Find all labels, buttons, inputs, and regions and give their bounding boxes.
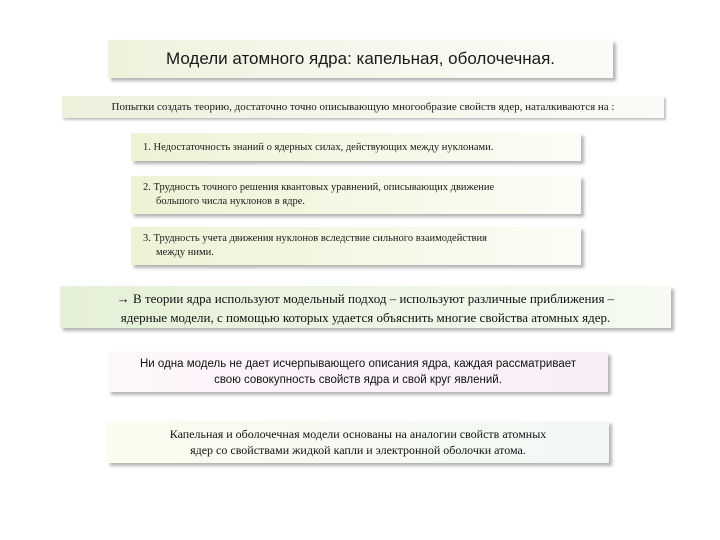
- difficulty-item-3-line2: между ними.: [156, 247, 214, 258]
- conclusion-box: [60, 286, 671, 328]
- conclusion-line2: ядерные модели, с помощью которых удается объяснить многие свойства атомных ядер.: [120, 310, 611, 325]
- difficulty-item-1: [131, 133, 581, 161]
- conclusion-line1: → В теории ядра используют модельный подход – используют различные приближения –: [116, 291, 615, 306]
- difficulty-item-1-text: 1. Недостаточность знаний о ядерных силах, действующих между нуклонами.: [143, 142, 494, 153]
- difficulty-item-3-line1: 3. Трудность учета движения нуклонов вследствие сильного взаимодействия: [143, 233, 487, 244]
- slide-title: Модели атомного ядра: капельная, оболочечная.: [108, 40, 613, 78]
- note2-line2: ядер со свойствами жидкой капли и электронной оболочки атома.: [190, 443, 526, 457]
- intro-text: Попытки создать теорию, достаточно точно описывающую многообразие свойств ядер, наталкиваются на :: [62, 96, 664, 118]
- note1-line2: свою совокупность свойств ядра и свой круг явлений.: [214, 374, 502, 386]
- note-no-complete-model: [108, 352, 608, 392]
- difficulty-item-2: [131, 176, 581, 214]
- difficulty-item-3: [131, 227, 581, 265]
- note1-line1: Ни одна модель не дает исчерпывающего описания ядра, каждая рассматривает: [140, 358, 576, 370]
- note-model-analogy: [107, 421, 609, 463]
- difficulty-item-2-line1: 2. Трудность точного решения квантовых уравнений, описывающих движение: [143, 182, 495, 193]
- difficulty-item-2-line2: большого числа нуклонов в ядре.: [156, 196, 306, 207]
- note2-line1: Капельная и оболочечная модели основаны на аналогии свойств атомных: [169, 427, 547, 441]
